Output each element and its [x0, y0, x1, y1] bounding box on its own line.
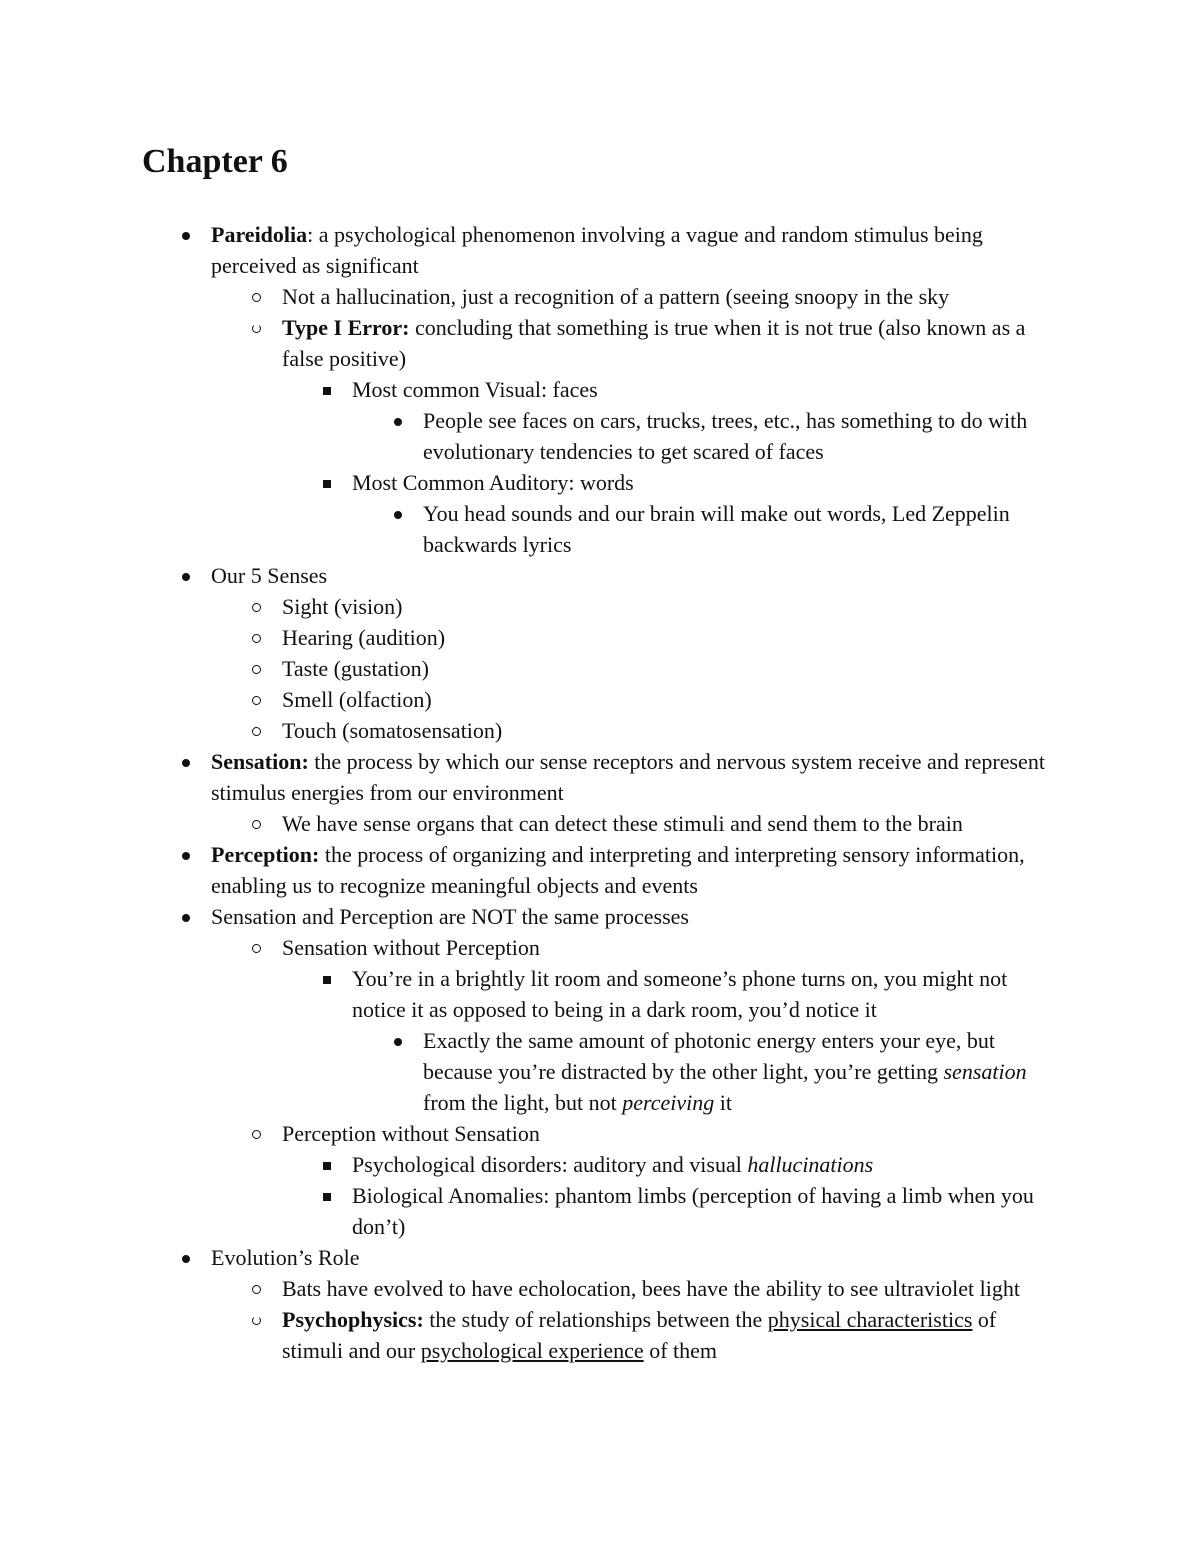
list-item-text [211, 560, 1071, 591]
bullet-circle-icon [248, 1118, 268, 1149]
list-item-text [282, 312, 1062, 374]
bullet-circle-icon [248, 932, 268, 963]
bullet-circle-icon [248, 591, 268, 622]
page-title: Chapter 6 [142, 143, 288, 180]
list-item [282, 1304, 1062, 1366]
list-item-text [282, 1118, 1062, 1149]
text-segment: concluding that something is true when it is not true (also known as a false positive) [282, 315, 1026, 371]
text-segment: Perception without Sensation [282, 1121, 540, 1146]
bullet-circle-open-icon [248, 312, 268, 343]
list-item-text [282, 1304, 1062, 1366]
emphasis-text: perceiving [622, 1090, 715, 1115]
list-item [423, 405, 1063, 467]
text-segment: the process of organizing and interpreting and interpreting sensory information, enabling us to recognize meaningful objects and events [211, 842, 1025, 898]
term-label: Type I Error: [282, 315, 410, 340]
list-item-text [282, 591, 1062, 622]
term-label: Psychophysics: [282, 1307, 424, 1332]
text-segment: People see faces on cars, trucks, trees, etc., has something to do with evolutionary tendencies to get scared of faces [423, 408, 1028, 464]
list-item [352, 467, 1062, 498]
list-item [282, 1118, 1062, 1149]
list-item [282, 653, 1062, 684]
text-segment: it [714, 1090, 732, 1115]
text-segment: Bats have evolved to have echolocation, bees have the ability to see ultraviolet light [282, 1276, 1020, 1301]
text-segment: You head sounds and our brain will make out words, Led Zeppelin backwards lyrics [423, 501, 1010, 557]
list-item [282, 1273, 1062, 1304]
list-item [282, 622, 1062, 653]
list-item [211, 746, 1071, 808]
list-item-text [352, 1149, 1062, 1180]
list-item-text [282, 622, 1062, 653]
bullet-disc-icon [389, 1025, 409, 1056]
bullet-disc-icon [177, 1242, 197, 1273]
bullet-square-icon [318, 963, 338, 994]
list-item [352, 1180, 1062, 1242]
bullet-circle-icon [248, 715, 268, 746]
text-segment: Not a hallucination, just a recognition of a pattern (seeing snoopy in the sky [282, 284, 950, 309]
bullet-disc-icon [177, 839, 197, 870]
list-item-text [423, 498, 1063, 560]
bullet-circle-icon [248, 281, 268, 312]
list-item [211, 901, 1071, 932]
bullet-square-icon [318, 467, 338, 498]
list-item [423, 498, 1063, 560]
list-item-text [211, 746, 1071, 808]
list-item [282, 715, 1062, 746]
list-item-text [352, 963, 1062, 1025]
list-item [282, 932, 1062, 963]
list-item [211, 839, 1071, 901]
list-item [352, 1149, 1062, 1180]
bullet-square-icon [318, 1180, 338, 1211]
list-item [282, 281, 1062, 312]
text-segment: of stimuli and our [282, 1307, 997, 1363]
bullet-circle-icon [248, 1273, 268, 1304]
list-item [423, 1025, 1063, 1118]
emphasis-text: hallucinations [747, 1152, 874, 1177]
list-item-text [282, 684, 1062, 715]
list-item [211, 1242, 1071, 1273]
text-segment: Psychological disorders: auditory and visual [352, 1152, 748, 1177]
text-segment: You’re in a brightly lit room and someone’s phone turns on, you might not notice it as opposed to being in a dark room, you’d notice it [352, 966, 1008, 1022]
text-segment: Smell (olfaction) [282, 687, 432, 712]
list-item [282, 808, 1062, 839]
list-item-text [352, 374, 1062, 405]
list-item [211, 560, 1071, 591]
list-item-text [352, 467, 1062, 498]
term-label: Perception: [211, 842, 320, 867]
text-segment: : a psychological phenomenon involving a vague and random stimulus being perceived as significant [211, 222, 983, 278]
term-label: Sensation: [211, 749, 309, 774]
bullet-circle-icon [248, 653, 268, 684]
bullet-disc-icon [177, 560, 197, 591]
list-item [282, 684, 1062, 715]
list-item-text [282, 715, 1062, 746]
bullet-disc-icon [177, 901, 197, 932]
text-segment: We have sense organs that can detect these stimuli and send them to the brain [282, 811, 963, 836]
list-item [211, 219, 1071, 281]
text-segment: Touch (somatosensation) [282, 718, 503, 743]
text-segment: Hearing (audition) [282, 625, 446, 650]
bullet-circle-open-icon [248, 1304, 268, 1335]
list-item [352, 374, 1062, 405]
text-segment: Taste (gustation) [282, 656, 429, 681]
list-item-text [282, 281, 1062, 312]
term-label: Pareidolia [211, 222, 308, 247]
text-segment: Evolution’s Role [211, 1245, 360, 1270]
notes-outline [0, 219, 1200, 1366]
text-segment: Sensation without Perception [282, 935, 540, 960]
list-item-text [211, 901, 1071, 932]
text-segment: Most common Visual: faces [352, 377, 598, 402]
list-item-text [211, 839, 1071, 901]
text-segment: of them [643, 1338, 718, 1363]
bullet-circle-icon [248, 684, 268, 715]
list-item-text [282, 1273, 1062, 1304]
list-item-text [352, 1180, 1062, 1242]
list-item-text [423, 1025, 1063, 1118]
underlined-phrase: psychological experience [420, 1338, 644, 1363]
text-segment: the process by which our sense receptors and nervous system receive and represent stimulus energies from our environment [211, 749, 1045, 805]
underlined-phrase: physical characteristics [767, 1307, 973, 1332]
text-segment: Exactly the same amount of photonic energy enters your eye, but because you’re distracted by the other light, you’re getting [423, 1028, 996, 1084]
bullet-disc-icon [177, 746, 197, 777]
bullet-disc-icon [389, 498, 409, 529]
list-item [352, 963, 1062, 1025]
text-segment: Sensation and Perception are NOT the same processes [211, 904, 689, 929]
list-item-text [282, 932, 1062, 963]
list-item [282, 312, 1062, 374]
list-item [282, 591, 1062, 622]
bullet-square-icon [318, 1149, 338, 1180]
list-item-text [423, 405, 1063, 467]
text-segment: from the light, but not [423, 1090, 623, 1115]
list-item-text [211, 1242, 1071, 1273]
bullet-disc-icon [177, 219, 197, 250]
bullet-square-icon [318, 374, 338, 405]
list-item-text [282, 653, 1062, 684]
bullet-disc-icon [389, 405, 409, 436]
emphasis-text: sensation [943, 1059, 1027, 1084]
list-item-text [211, 219, 1071, 281]
text-segment: Biological Anomalies: phantom limbs (perception of having a limb when you don’t) [352, 1183, 1034, 1239]
text-segment: the study of relationships between the [423, 1307, 768, 1332]
bullet-circle-icon [248, 808, 268, 839]
list-item-text [282, 808, 1062, 839]
text-segment: Sight (vision) [282, 594, 403, 619]
text-segment: Our 5 Senses [211, 563, 328, 588]
text-segment: Most Common Auditory: words [352, 470, 634, 495]
bullet-circle-icon [248, 622, 268, 653]
